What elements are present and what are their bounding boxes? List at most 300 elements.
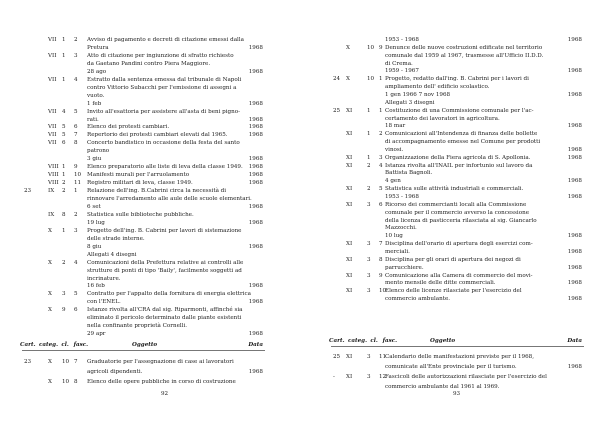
categ-cell: X [48, 379, 52, 385]
entry-text: 1 feb [87, 100, 102, 107]
cl-cell: 6 [62, 140, 66, 147]
entry-date: 1968 [567, 68, 582, 75]
entry-text: Allegati 3 disegni [385, 99, 435, 106]
categ-cell: X [346, 44, 350, 51]
entry-text: mento mensile delle ditte commerciali. [385, 280, 496, 287]
entry-line [0, 36, 300, 44]
entry-line [300, 36, 600, 44]
entry-date: 1968 [567, 280, 582, 287]
entry-text: strutture di ponti di tipo 'Baily', facilmente soggetti ad [87, 267, 242, 274]
fasc-cell: 8 [74, 140, 78, 147]
cl-cell: 5 [62, 132, 66, 139]
entry-line [0, 92, 300, 100]
fasc-cell: 3 [379, 154, 383, 161]
fasc-cell: 1 [74, 188, 78, 195]
entry-text: Contratto per l'appalto della fornitura di energia elettrica [87, 291, 251, 298]
categ-cell: X [48, 359, 52, 365]
entry-line [300, 44, 600, 52]
fasc-cell: 1 [379, 107, 383, 114]
entry-text: merciali. [385, 248, 410, 255]
entry-line [300, 232, 600, 240]
categ-cell: XI [346, 272, 353, 279]
entry-text: 3 giu [87, 156, 102, 163]
entry-date: 1968 [567, 91, 582, 98]
cl-cell: 2 [62, 188, 66, 195]
entry-date: 1968 [567, 248, 582, 255]
entry-line [300, 115, 600, 123]
entry-line [0, 68, 300, 76]
entry-text: Disciplina per gli orari di apertura dei negozi di [385, 256, 521, 263]
entry-text: Elenco delle opere pubbliche in corso di costruzione [87, 379, 236, 385]
entry-text: Organizzazione della Fiera agricola di S. Apollonia. [385, 154, 531, 161]
entry-text: Fascicoli delle autorizzazioni rilasciate per l'esercizio del [385, 374, 547, 380]
entry-text: Registro militari di leva, classe 1949. [87, 180, 193, 187]
cl-cell: 2 [367, 162, 371, 169]
entry-line [300, 75, 600, 83]
cl-cell: 3 [367, 288, 371, 295]
categ-cell: VII [48, 124, 57, 131]
entry-line [300, 177, 600, 185]
fasc-cell: 3 [74, 52, 78, 59]
entry-text: vinosi. [385, 146, 404, 153]
cl-cell: 2 [367, 186, 371, 193]
entry-line [0, 306, 300, 314]
entry-line [300, 52, 600, 60]
entry-text: Battista Bagnoli. [385, 170, 433, 177]
entry-line [0, 100, 300, 108]
entry-line [0, 275, 300, 283]
entry-date: 1968 [567, 296, 582, 303]
entry-line [300, 107, 600, 115]
entry-text: parrucchiere. [385, 264, 424, 271]
fasc-cell: 8 [379, 256, 383, 263]
categ-cell: VII [48, 108, 57, 115]
entry-date: 1968 [567, 194, 582, 200]
entry-text: Comunicazioni all'Intendenza di finanza delle bollette [385, 131, 538, 138]
entry-text: di accompagnamento emesse nel Comune per prodotti [385, 139, 541, 146]
entry-line [0, 298, 300, 306]
entry-text: Mazzocchi. [385, 225, 417, 232]
cl-cell: 10 [367, 44, 375, 51]
entry-date: 1968 [248, 299, 263, 306]
entry-line [0, 116, 300, 124]
entry-text: Elenco delle licenze rilasciate per l'esercizio del [385, 288, 522, 295]
entry-line [0, 76, 300, 84]
entry-line [0, 84, 300, 92]
entry-text: 1959 - 1967 [385, 68, 419, 75]
fasc-cell: 5 [379, 186, 383, 193]
cl-cell: 10 [62, 359, 70, 365]
entry-text: 8 giu [87, 243, 102, 250]
entry-line [300, 185, 600, 193]
entry-text: Costituzione di una Commissione comunale per l'ac- [385, 107, 534, 114]
fasc-cell: 9 [379, 44, 383, 51]
entry-line [300, 287, 600, 295]
categ-cell: IX [48, 188, 55, 195]
entry-date: 1968 [248, 116, 263, 123]
cl-cell: 5 [62, 124, 66, 131]
entry-date: 1968 [248, 203, 263, 210]
cl-cell: 1 [62, 227, 66, 234]
fasc-cell: 7 [74, 359, 78, 365]
fasc-cell: 2 [379, 131, 383, 138]
entry-line [300, 146, 600, 154]
entry-text: Istanze rivolta all'CRA dal sig. Riparmonti, affinché sia [87, 307, 243, 314]
fasc-cell: 6 [74, 124, 78, 131]
entry-date: 1968 [567, 364, 582, 370]
fasc-cell: 5 [74, 291, 78, 298]
entry-line [300, 67, 600, 75]
cl-cell: 3 [62, 291, 66, 298]
entry-line [300, 154, 600, 162]
cart-cell: 23 [24, 188, 32, 195]
fasc-cell: 6 [74, 307, 78, 314]
entry-line [300, 353, 600, 361]
entry-text: Atto di citazione per ingiunzione di sfratto richiesto [87, 52, 234, 59]
cl-cell: 1 [62, 164, 66, 171]
data-header: Data [567, 338, 582, 344]
entry-text: comunicate all'Ente provinciale per il turismo. [385, 364, 517, 370]
categ-cell: X [48, 227, 52, 234]
entry-line [0, 139, 300, 147]
entry-line [0, 251, 300, 259]
fasc-cell: 9 [74, 164, 78, 171]
cl-cell: 10 [367, 76, 375, 83]
column-header-row [0, 341, 300, 349]
categ-cell: X [346, 76, 350, 83]
entry-text: incrinature. [87, 275, 121, 282]
entry-line [300, 224, 600, 232]
categ-cell: VII [48, 140, 57, 147]
entry-text: 1953 - 1968 [385, 37, 419, 43]
entry-text: 28 ago [87, 68, 107, 75]
entry-text: 1953 - 1968 [385, 194, 419, 200]
fasc-cell: 7 [74, 132, 78, 139]
entry-line [300, 138, 600, 146]
entry-line [0, 267, 300, 275]
fasc-cell: 4 [74, 76, 78, 83]
fasc-cell: 6 [379, 201, 383, 208]
categ-cell: VII [48, 76, 57, 83]
entry-text: comunale per il commercio avverso la concessione [385, 209, 529, 216]
entry-line [300, 373, 600, 381]
entry-text: Concerto bandistico in occasione della festa del santo [87, 140, 240, 147]
categ-cell: categ. [39, 342, 59, 348]
entry-line [300, 240, 600, 248]
fasc-cell: fasc. [382, 338, 398, 344]
fasc-cell: 11 [74, 180, 82, 187]
entry-line [300, 217, 600, 225]
cart-cell: 23 [24, 359, 32, 365]
entry-text: Comunicazione alla Camera di commercio del movi- [385, 272, 533, 279]
entry-line [0, 282, 300, 290]
entry-line [300, 295, 600, 303]
entry-date: 1968 [248, 44, 263, 51]
fasc-cell: 8 [74, 379, 78, 385]
categ-cell: categ. [348, 338, 368, 344]
cl-cell: 1 [62, 76, 66, 83]
categ-cell: XI [346, 201, 353, 208]
oggetto-header: Oggetto [132, 342, 158, 348]
entry-line [300, 248, 600, 256]
cart-cell: Cart. [20, 342, 36, 348]
entry-line [300, 99, 600, 107]
entry-line [0, 290, 300, 298]
fasc-cell: 11 [379, 354, 387, 360]
entry-text: di Crema. [385, 60, 413, 67]
entry-line [0, 179, 300, 187]
entry-text: Progetto, redatto dall'ing. B. Cabrini per i lavori di [385, 76, 529, 83]
entry-line [300, 363, 600, 371]
entry-text: Pretura [87, 44, 109, 51]
entry-text: 10 lug [385, 233, 403, 240]
header-rule [22, 350, 265, 351]
entry-date: 1968 [248, 100, 263, 107]
entry-line [300, 264, 600, 272]
column-header-row [300, 337, 600, 345]
entry-line [0, 211, 300, 219]
fasc-cell: 5 [74, 108, 78, 115]
entry-text: Elenco preparatorio alle liste di leva della classe 1949. [87, 164, 243, 171]
entry-text: Repertorio dei protesti cambiari elevati dal 1965. [87, 132, 228, 139]
fasc-cell: 3 [74, 227, 78, 234]
entry-line [0, 322, 300, 330]
entry-line [0, 330, 300, 338]
cl-cell: cl. [61, 342, 69, 348]
categ-cell: XI [346, 186, 353, 193]
data-header: Data [248, 342, 263, 348]
cl-cell: cl. [370, 338, 378, 344]
entry-line [300, 91, 600, 99]
cl-cell: 2 [62, 180, 66, 187]
entry-line [0, 155, 300, 163]
cl-cell: 1 [62, 37, 66, 43]
entry-text: 18 mar [385, 123, 406, 130]
cl-cell: 10 [62, 379, 70, 385]
entry-line [0, 259, 300, 267]
cl-cell: 4 [62, 108, 66, 115]
entry-text: Statistica sulle attività industriali e commerciali. [385, 186, 524, 193]
entry-date: 1968 [248, 180, 263, 187]
entry-text: Estratto dalla sentenza emessa dal tribunale di Napoli [87, 76, 242, 83]
entry-line [0, 123, 300, 131]
entry-line [0, 131, 300, 139]
cl-cell: 1 [367, 107, 371, 114]
entry-line [0, 44, 300, 52]
entry-line [300, 169, 600, 177]
entry-text: comunale dal 1959 al 1967, trasmesse all'Ufficio II.D.D. [385, 52, 544, 59]
entry-text: Disciplina dell'orario di apertura degli esercizi com- [385, 241, 533, 248]
entry-text: da Gaetano Pandini contro Piera Maggiore. [87, 60, 211, 67]
categ-cell: VIII [48, 164, 59, 171]
entry-text: ampliamento dell' edificio scolastico. [385, 84, 490, 91]
cl-cell: 3 [367, 201, 371, 208]
fasc-cell: 10 [379, 288, 387, 295]
categ-cell: X [48, 307, 52, 314]
entry-line [0, 203, 300, 211]
entry-date: 1968 [567, 154, 582, 161]
entry-line [0, 60, 300, 68]
entry-line [300, 162, 600, 170]
categ-cell: XI [346, 107, 353, 114]
categ-cell: VIII [48, 180, 59, 187]
entry-text: Elenco dei protesti cambiari. [87, 124, 170, 131]
entry-date: 1968 [248, 132, 263, 139]
cart-cell: 25 [333, 354, 341, 360]
entry-date: 1968 [567, 146, 582, 153]
entry-line [300, 272, 600, 280]
entry-date: 1968 [567, 123, 582, 130]
categ-cell: XI [346, 241, 353, 248]
categ-cell: XI [346, 131, 353, 138]
entry-text: 19 lug [87, 219, 105, 226]
entry-line [300, 60, 600, 68]
entry-line [300, 122, 600, 130]
categ-cell: VII [48, 37, 57, 43]
entry-line [0, 187, 300, 195]
fasc-cell: 10 [74, 172, 82, 179]
entry-text: contro Vittorio Subacchi per l'emissione di assegni a [87, 84, 237, 91]
cart-cell: 24 [333, 76, 341, 83]
entry-date: 1968 [567, 178, 582, 185]
entry-text: Avviso di pagamento e decreti di citazione emessi dalla [87, 37, 244, 43]
cl-cell: 1 [367, 131, 371, 138]
entry-date: 1968 [248, 164, 263, 171]
entry-text: 29 apr [87, 331, 106, 338]
entry-text: Denunce delle nuove costruzioni edificate nel territorio [385, 44, 543, 51]
fasc-cell: 2 [74, 211, 78, 218]
categ-cell: XI [346, 162, 353, 169]
entry-line [0, 147, 300, 155]
entry-date: 1968 [248, 68, 263, 75]
cl-cell: 3 [367, 374, 371, 380]
entry-date: 1968 [567, 264, 582, 271]
entry-text: Relazione dell'ing. B.Cabrini circa la necessità di [87, 188, 227, 195]
entry-line [300, 383, 600, 391]
entry-line [300, 256, 600, 264]
entry-text: della licenza di pasticceria rilasciata al sig. Giancarlo [385, 217, 537, 224]
categ-cell: X [48, 259, 52, 266]
entry-date: 1968 [248, 124, 263, 131]
entry-line [0, 108, 300, 116]
entry-date: 1968 [248, 156, 263, 163]
entry-date: 1968 [248, 369, 263, 375]
entry-text: nella confinante proprietà Cornelli. [87, 323, 188, 330]
entry-date: 1968 [248, 219, 263, 226]
cl-cell: 8 [62, 211, 66, 218]
fasc-cell: 1 [379, 76, 383, 83]
entry-text: delle strade interne. [87, 235, 145, 242]
cl-cell: 3 [367, 354, 371, 360]
entry-text: Statistica sulle biblioteche pubbliche. [87, 211, 194, 218]
entry-text: eliminato il pericolo determinato dalle piante esistenti [87, 315, 242, 322]
cart-cell: Cart. [329, 338, 345, 344]
entry-date: 1968 [248, 172, 263, 179]
entry-date: 1968 [248, 243, 263, 250]
entry-line [0, 235, 300, 243]
categ-cell: XI [346, 256, 353, 263]
cl-cell: 3 [367, 241, 371, 248]
categ-cell: X [48, 291, 52, 298]
categ-cell: VII [48, 52, 57, 59]
entry-text: commercio ambulante dal 1961 al 1969. [385, 384, 500, 390]
entry-line [0, 52, 300, 60]
entry-date: 1968 [248, 283, 263, 290]
entry-text: Graduatorie per l'assegnazione di case ai lavoratori [87, 359, 234, 365]
entry-line [0, 378, 300, 386]
entry-text: Invito all'esattoria per assistere all'asta di beni pigno- [87, 108, 240, 115]
categ-cell: IX [48, 211, 55, 218]
entry-date: 1968 [567, 37, 582, 43]
entry-line [0, 195, 300, 203]
entry-text: Allegati 4 disegni [87, 251, 137, 258]
categ-cell: VIII [48, 172, 59, 179]
right-page-number: 93 [453, 391, 461, 397]
entry-text: 1 gen 1966 7 nov 1968 [385, 91, 451, 98]
entry-text: rinnovare l'arredamento alle aule delle scuole elementari. [87, 196, 252, 202]
entry-line [0, 227, 300, 235]
entry-text: Comunicazioni della Prefettura relative ai controlli alle [87, 259, 244, 266]
entry-text: Ricorso dei commercianti locali alla Commissione [385, 201, 527, 208]
fasc-cell: 7 [379, 241, 383, 248]
cl-cell: 1 [62, 172, 66, 179]
cl-cell: 1 [62, 52, 66, 59]
entry-text: certamento dei lavoratori in agricoltura. [385, 115, 500, 122]
cl-cell: 3 [367, 256, 371, 263]
entry-text: Istanza rivolta all'INAIL per infortunio sul lavoro da [385, 162, 533, 169]
fasc-cell: fasc. [73, 342, 89, 348]
entry-line [0, 171, 300, 179]
entry-line [0, 358, 300, 366]
cart-cell: 25 [333, 107, 341, 114]
entry-text: agricoli dipendenti. [87, 369, 143, 375]
cl-cell: 3 [367, 272, 371, 279]
fasc-cell: 12 [379, 374, 387, 380]
left-page-number: 92 [161, 391, 169, 397]
cart-cell: - [333, 374, 335, 380]
categ-cell: XI [346, 374, 353, 380]
entry-line [300, 209, 600, 217]
fasc-cell: 4 [379, 162, 383, 169]
right-page [300, 0, 600, 424]
entry-text: patrono [87, 148, 110, 155]
entry-line [300, 83, 600, 91]
fasc-cell: 4 [74, 259, 78, 266]
fasc-cell: 9 [379, 272, 383, 279]
entry-line [300, 201, 600, 209]
entry-date: 1968 [567, 233, 582, 240]
fasc-cell: 2 [74, 37, 78, 43]
categ-cell: XI [346, 288, 353, 295]
entry-text: commercio ambulante. [385, 296, 451, 303]
entry-line [0, 163, 300, 171]
entry-line [300, 279, 600, 287]
entry-text: con l'ENEL. [87, 299, 121, 306]
entry-line [300, 130, 600, 138]
categ-cell: XI [346, 354, 353, 360]
cl-cell: 1 [367, 154, 371, 161]
entry-text: rati. [87, 116, 99, 123]
header-rule [331, 346, 584, 347]
entry-line [0, 243, 300, 251]
cl-cell: 2 [62, 259, 66, 266]
entry-text: 6 set [87, 203, 101, 210]
entry-line [300, 193, 600, 201]
cl-cell: 9 [62, 307, 66, 314]
categ-cell: VII [48, 132, 57, 139]
entry-text: 4 gen [385, 178, 401, 185]
oggetto-header: Oggetto [430, 338, 456, 344]
